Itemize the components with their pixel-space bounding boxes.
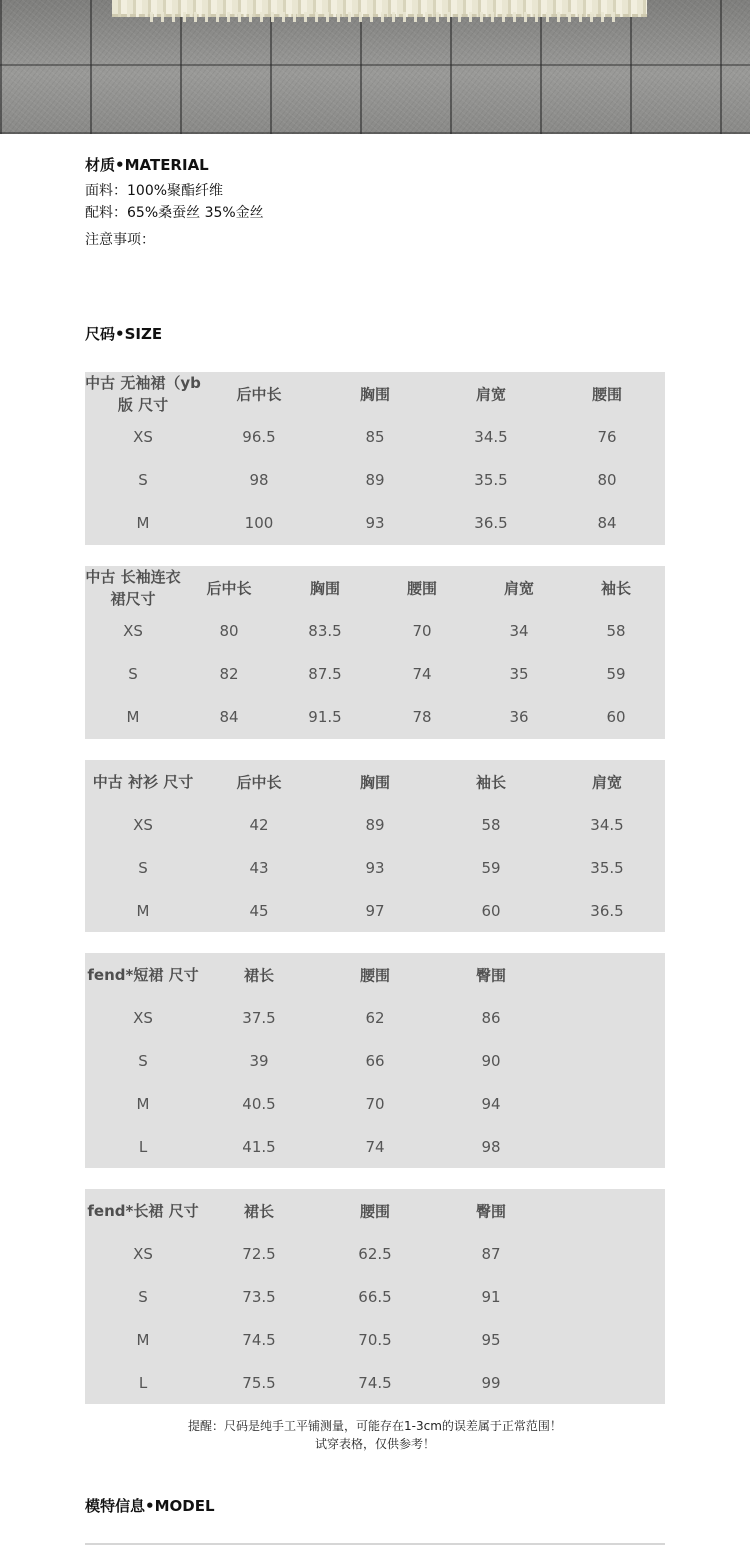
table-cell: S (138, 1288, 148, 1306)
table-title-cell: 中古 衬衫 尺寸 (92, 773, 194, 791)
table-cell: XS (133, 428, 153, 446)
table-title-cell: 中古 长袖连衣裙尺寸 (85, 568, 181, 608)
table-cell: XS (123, 622, 143, 640)
table-header-cell: 袖长 (475, 773, 507, 792)
table-header-cell: 肩宽 (503, 579, 535, 598)
table-cell: 74 (412, 665, 432, 683)
table-cell: 85 (365, 428, 385, 446)
table-cell: 58 (606, 622, 626, 640)
table-cell: L (138, 1374, 148, 1392)
table-cell: 74.5 (242, 1331, 276, 1349)
divider (85, 1543, 665, 1545)
table-cell: 70.5 (358, 1331, 392, 1349)
size-table (85, 566, 665, 739)
material-lining: 配料：65%桑蚕丝 35%金丝 (85, 205, 264, 221)
table-cell: 96.5 (242, 428, 276, 446)
table-cell: S (138, 859, 148, 877)
table-cell: M (136, 1095, 150, 1113)
size-table (85, 1189, 665, 1404)
table-header-cell: 肩宽 (591, 773, 623, 792)
table-cell: 83.5 (308, 622, 342, 640)
table-cell: 84 (597, 514, 617, 532)
table-cell: 59 (606, 665, 626, 683)
table-cell: 59 (481, 859, 501, 877)
table-cell: M (126, 708, 140, 726)
table-cell: 36 (509, 708, 529, 726)
table-cell: 98 (249, 471, 269, 489)
table-header-cell: 胸围 (359, 773, 391, 792)
table-cell: S (128, 665, 138, 683)
table-cell: 35.5 (590, 859, 624, 877)
table-title-cell: fend*长裙 尺寸 (87, 1202, 199, 1220)
size-table (85, 372, 665, 545)
material-notes: 注意事项： (85, 232, 155, 248)
table-cell: 74.5 (358, 1374, 392, 1392)
table-header-cell: 腰围 (359, 966, 391, 985)
table-cell: 34.5 (590, 816, 624, 834)
table-header-cell: 胸围 (359, 385, 391, 404)
table-cell: 34 (509, 622, 529, 640)
table-cell: 87.5 (308, 665, 342, 683)
table-cell: 58 (481, 816, 501, 834)
table-cell: M (136, 902, 150, 920)
material-fabric: 面料：100%聚酯纤维 (85, 183, 224, 199)
table-cell: 89 (365, 816, 385, 834)
table-cell: 94 (481, 1095, 501, 1113)
table-cell: S (138, 1052, 148, 1070)
table-cell: XS (133, 816, 153, 834)
table-header-cell: 臀围 (475, 1202, 507, 1221)
size-notice: 提醒：尺码是纯手工平铺测量，可能存在1-3cm的误差属于正常范围！ (188, 1419, 562, 1433)
table-cell: 78 (412, 708, 432, 726)
table-cell: 74 (365, 1138, 385, 1156)
table-cell: 39 (249, 1052, 269, 1070)
table-cell: 75.5 (242, 1374, 276, 1392)
table-header-cell: 肩宽 (475, 385, 507, 404)
table-header-cell: 腰围 (406, 579, 438, 598)
table-cell: 93 (365, 859, 385, 877)
size-title: 尺码•SIZE (85, 325, 163, 343)
table-cell: 45 (249, 902, 269, 920)
table-cell: 73.5 (242, 1288, 276, 1306)
table-cell: 34.5 (474, 428, 508, 446)
product-photo (0, 0, 750, 134)
table-cell: 62 (365, 1009, 385, 1027)
table-cell: L (138, 1138, 148, 1156)
model-title: 模特信息•MODEL (85, 1497, 215, 1515)
table-cell: M (136, 514, 150, 532)
table-cell: 87 (481, 1245, 501, 1263)
lace-fabric-fringe (150, 12, 620, 22)
size-table (85, 953, 665, 1168)
table-header-cell: 裙长 (243, 1202, 275, 1221)
table-cell: XS (133, 1245, 153, 1263)
table-header-cell: 胸围 (309, 579, 341, 598)
table-cell: 43 (249, 859, 269, 877)
table-cell: 60 (606, 708, 626, 726)
table-cell: 72.5 (242, 1245, 276, 1263)
size-notice-reference: 试穿表格，仅供参考！ (314, 1437, 435, 1451)
table-header-cell: 后中长 (236, 773, 282, 792)
table-cell: 99 (481, 1374, 501, 1392)
table-cell: 97 (365, 902, 385, 920)
table-cell: 86 (481, 1009, 501, 1027)
table-cell: 41.5 (242, 1138, 276, 1156)
table-header-cell: 袖长 (600, 579, 632, 598)
table-cell: S (138, 471, 148, 489)
table-cell: 40.5 (242, 1095, 276, 1113)
table-cell: 66 (365, 1052, 385, 1070)
table-cell: 91 (481, 1288, 501, 1306)
table-cell: 70 (412, 622, 432, 640)
table-title-cell: 中古 无袖裙（yb版 尺寸 (85, 374, 201, 414)
table-cell: 80 (219, 622, 239, 640)
table-cell: 98 (481, 1138, 501, 1156)
table-header-cell: 臀围 (475, 966, 507, 985)
table-cell: XS (133, 1009, 153, 1027)
material-title: 材质•MATERIAL (85, 156, 209, 174)
table-cell: 95 (481, 1331, 501, 1349)
table-cell: 90 (481, 1052, 501, 1070)
table-cell: 70 (365, 1095, 385, 1113)
table-cell: 91.5 (308, 708, 342, 726)
table-cell: 82 (219, 665, 239, 683)
table-cell: 66.5 (358, 1288, 392, 1306)
table-cell: M (136, 1331, 150, 1349)
table-cell: 35.5 (474, 471, 508, 489)
table-cell: 36.5 (474, 514, 508, 532)
table-cell: 93 (365, 514, 385, 532)
table-header-cell: 后中长 (236, 385, 282, 404)
table-header-cell: 裙长 (243, 966, 275, 985)
table-cell: 84 (219, 708, 239, 726)
table-title-cell: fend*短裙 尺寸 (87, 966, 199, 984)
table-cell: 60 (481, 902, 501, 920)
table-cell: 35 (509, 665, 529, 683)
table-cell: 100 (244, 514, 274, 532)
table-cell: 76 (597, 428, 617, 446)
table-cell: 36.5 (590, 902, 624, 920)
table-cell: 62.5 (358, 1245, 392, 1263)
table-cell: 89 (365, 471, 385, 489)
table-header-cell: 腰围 (591, 385, 623, 404)
table-header-cell: 后中长 (206, 579, 252, 598)
size-table (85, 760, 665, 932)
table-header-cell: 腰围 (359, 1202, 391, 1221)
table-cell: 80 (597, 471, 617, 489)
table-cell: 42 (249, 816, 269, 834)
table-cell: 37.5 (242, 1009, 276, 1027)
